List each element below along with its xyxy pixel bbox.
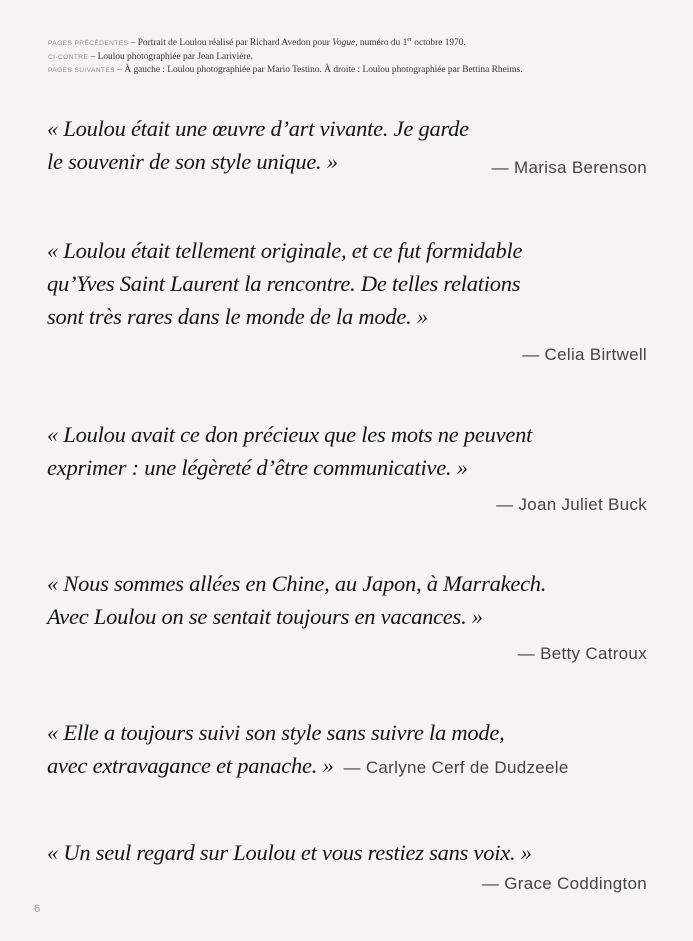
quote-line: « Loulou était tellement originale, et ce fut formidable — [47, 238, 523, 263]
credit-text: Loulou photographiée par Jean Larivière. — [97, 51, 254, 62]
quote-block — [47, 418, 647, 518]
quote-author: — Betty Catroux — [517, 644, 647, 663]
credit-separator: – — [130, 38, 136, 49]
credit-opposite — [48, 51, 678, 65]
credit-superscript: er — [407, 37, 412, 43]
quote-line: sont très rares dans le monde de la mode. » — [47, 304, 428, 329]
page-number: 6 — [34, 903, 41, 915]
quote-block — [47, 716, 647, 786]
quote-line — [47, 749, 647, 784]
quote-line: exprimer : une légèreté d’être communicative. » — [47, 455, 468, 480]
quote-line — [47, 145, 647, 178]
photo-credits — [48, 34, 678, 78]
quote-author: — Marisa Berenson — [491, 158, 647, 177]
quote-author: — Grace Coddington — [481, 874, 647, 893]
quote-text: avec extravagance et panache. » — [47, 753, 334, 778]
credit-label: PAGES PRÉCÉDENTES — [48, 40, 129, 48]
credit-label: CI-CONTRE — [48, 53, 89, 61]
quote-line: Avec Loulou on se sentait toujours en vacances. » — [47, 604, 483, 629]
quote-author: — Celia Birtwell — [522, 345, 647, 364]
credit-text: À gauche : Loulou photographiée par Mario Testino. À droite : Loulou photographiée par Bettina Rheims. — [124, 65, 523, 76]
quote-line: « Nous sommes allées en Chine, au Japon, à Marrakech. — [47, 571, 547, 596]
quote-line: qu’Yves Saint Laurent la rencontre. De telles relations — [47, 271, 521, 296]
quote-block — [47, 836, 647, 900]
credit-magazine-title: Vogue — [332, 38, 356, 49]
credit-text: Portrait de Loulou réalisé par Richard Avedon pour — [137, 38, 333, 49]
credit-separator: – — [117, 65, 122, 76]
quote-block — [47, 234, 647, 369]
quote-block — [47, 112, 647, 184]
credit-following-pages — [48, 64, 678, 78]
quote-text: le souvenir de son style unique. » — [47, 149, 338, 174]
credit-text: octobre 1970. — [411, 38, 466, 49]
quote-line: « Elle a toujours suivi son style sans suivre la mode, — [47, 720, 505, 745]
quote-author: — Carlyne Cerf de Dudzeele — [343, 758, 569, 777]
credit-text: , numéro du 1 — [355, 38, 408, 49]
quote-line: « Loulou avait ce don précieux que les mots ne peuvent — [47, 422, 533, 447]
credit-separator: – — [90, 51, 96, 62]
quote-line: « Loulou était une œuvre d’art vivante. Je garde — [47, 116, 469, 141]
quote-author: — Joan Juliet Buck — [496, 495, 647, 514]
credit-previous-pages — [48, 34, 678, 51]
quote-block — [47, 567, 647, 667]
quote-line: « Un seul regard sur Loulou et vous restiez sans voix. » — [47, 840, 532, 865]
credit-label: PAGES SUIVANTES — [48, 67, 115, 75]
